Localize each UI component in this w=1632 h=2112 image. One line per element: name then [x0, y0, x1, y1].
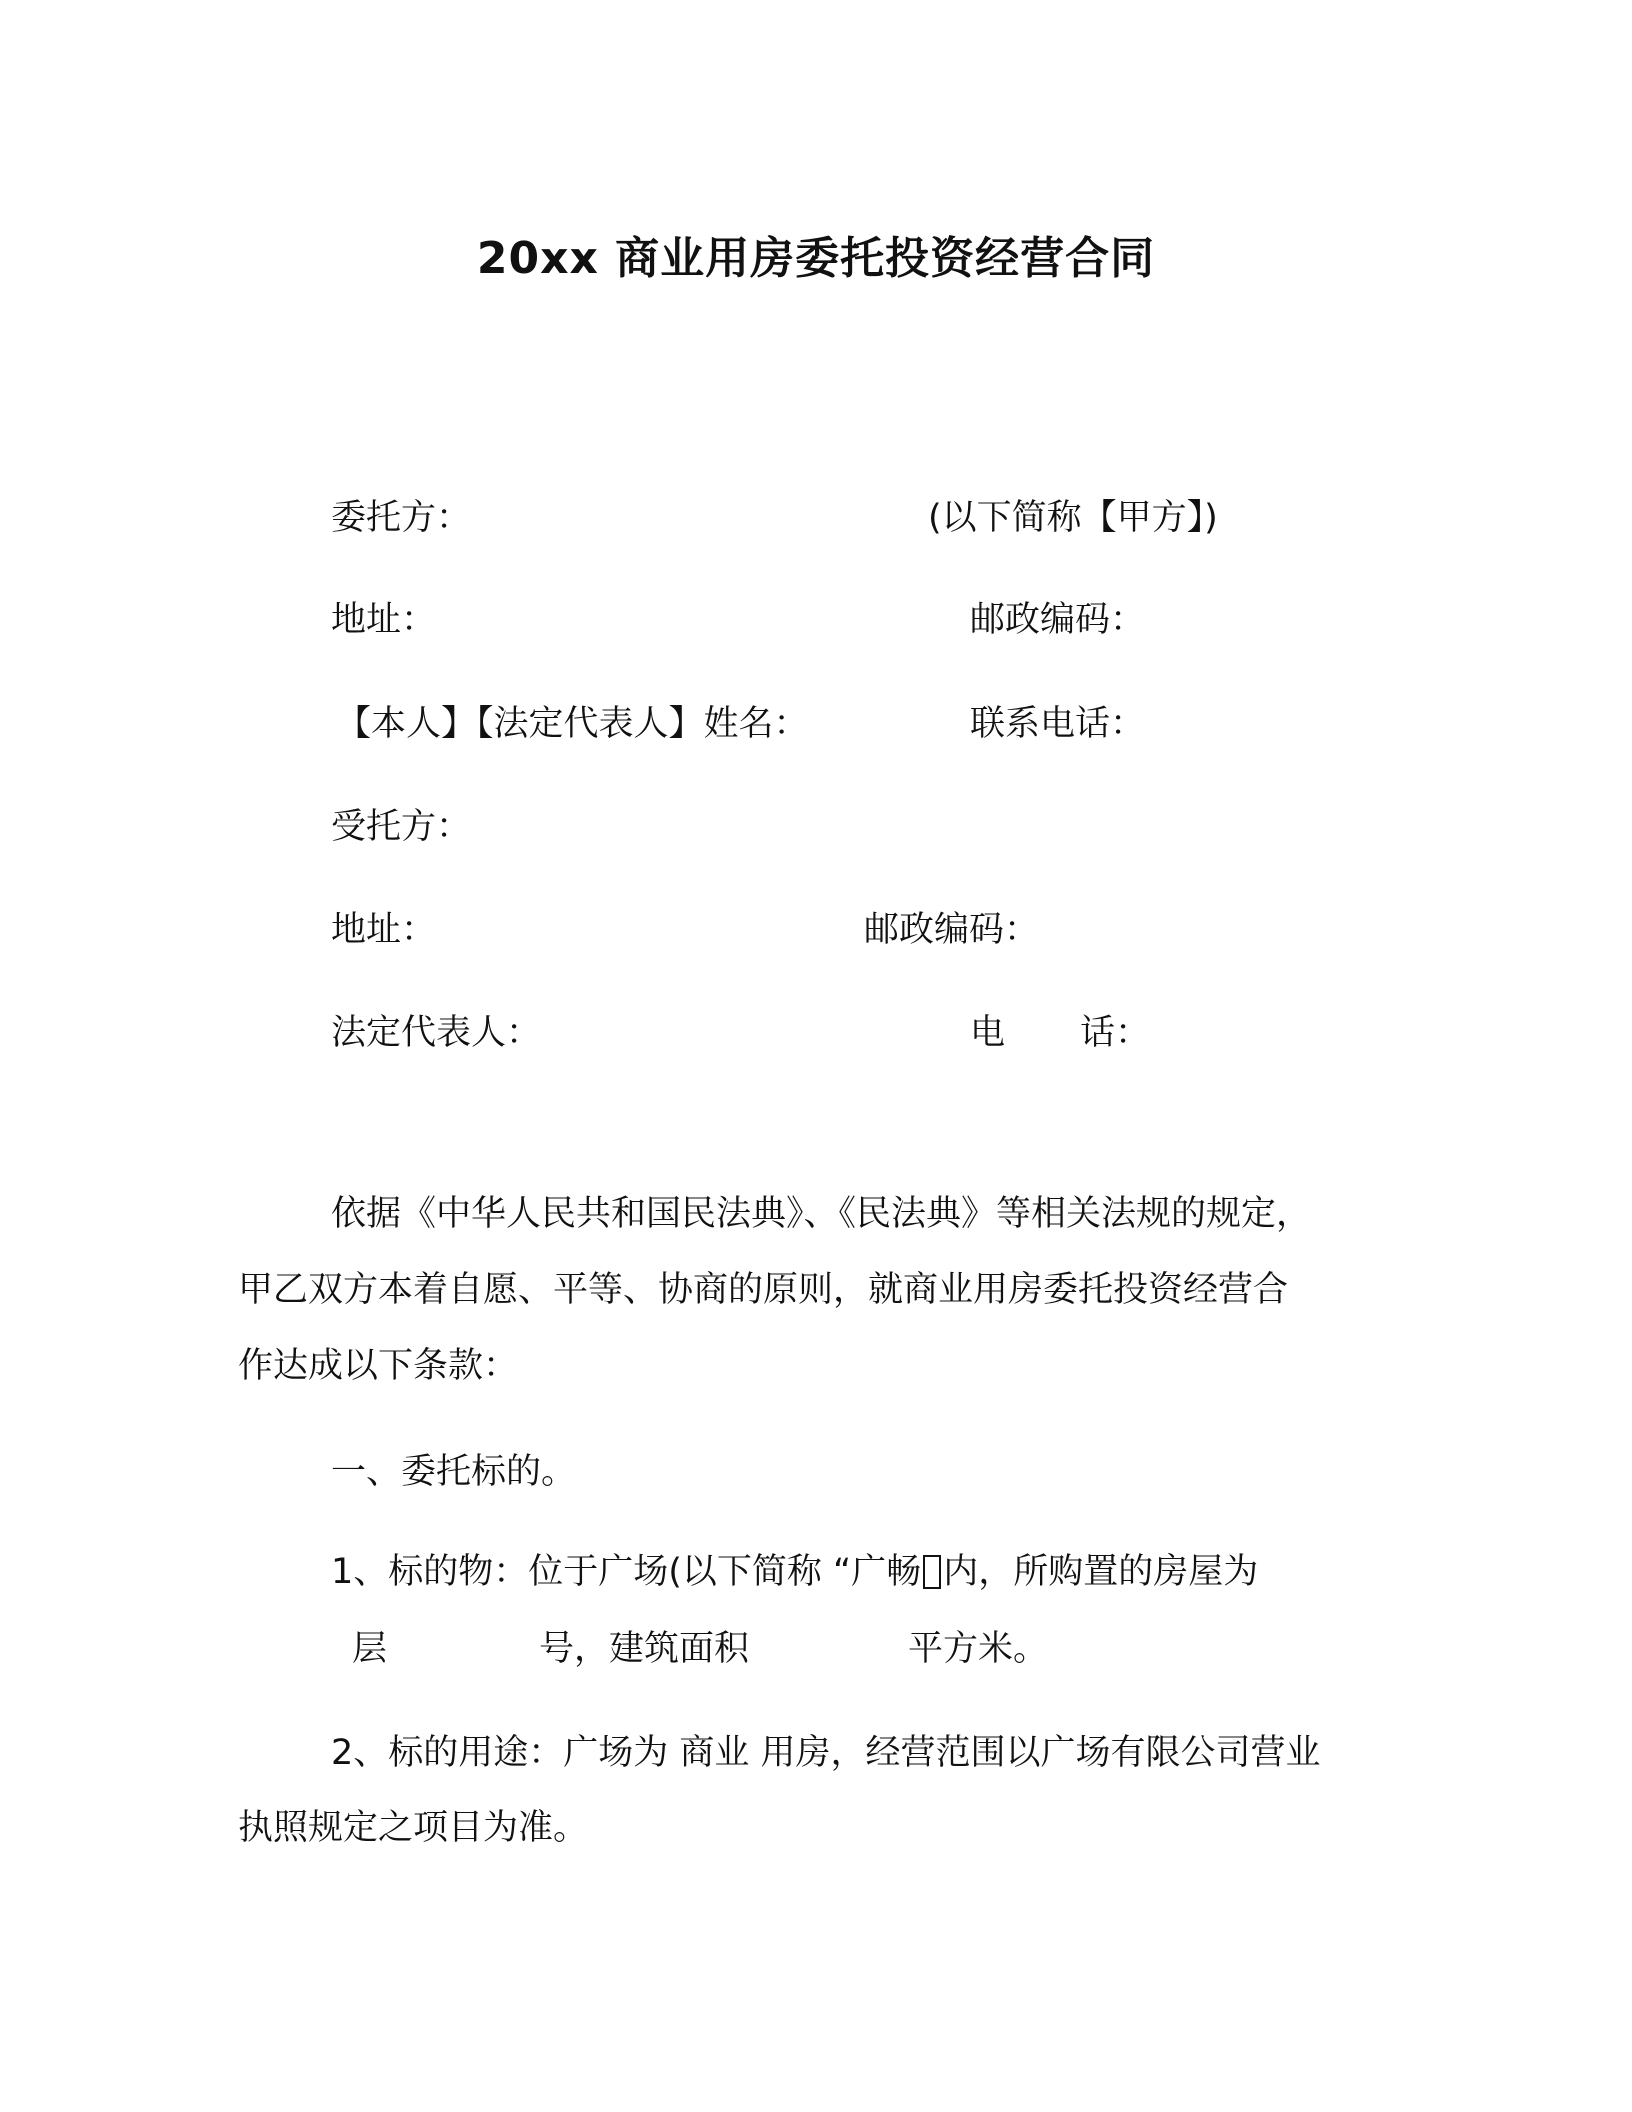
principal-postcode-label: 邮政编码：: [970, 600, 1146, 640]
item-1-line-1-tail: 内，所购置的房屋为: [943, 1552, 1259, 1592]
section-1-heading: 一、委托标的。: [331, 1452, 577, 1492]
item-1-area-label: 号，建筑面积: [539, 1629, 750, 1669]
document-title: 20xx 商业用房委托投资经营合同: [476, 233, 1156, 284]
item-1-line-1: [331, 1550, 1258, 1594]
item-1-floor-label: 层: [352, 1629, 388, 1669]
preamble-line-3: 作达成以下条款：: [238, 1346, 519, 1386]
principal-representative-label: 【本人】【法定代表人】姓名：: [336, 704, 809, 744]
principal-abbreviation-note: (以下简称【甲方】): [928, 498, 1218, 538]
agent-label: 受托方：: [331, 807, 472, 847]
item-2-line-2: 执照规定之项目为准。: [238, 1808, 589, 1848]
principal-label: 委托方：: [331, 498, 472, 538]
agent-phone-label-char2: 话：: [1080, 1013, 1151, 1053]
missing-glyph-box: [923, 1555, 941, 1589]
item-2-line-1: 2、标的用途：广场为 商业 用房，经营范围以广场有限公司营业: [331, 1733, 1321, 1773]
principal-phone-label: 联系电话：: [970, 704, 1146, 744]
principal-address-label: 地址：: [331, 600, 437, 640]
preamble-line-2: 甲乙双方本着自愿、平等、协商的原则，就商业用房委托投资经营合: [238, 1270, 1289, 1310]
preamble-line-1: 依据《中华人民共和国民法典》、《民法典》等相关法规的规定，: [331, 1194, 1312, 1234]
agent-postcode-label: 邮政编码：: [864, 910, 1040, 950]
item-1-sqm-label: 平方米。: [908, 1629, 1049, 1669]
item-1-line-1-text: 1、标的物：位于广场(以下简称 “广畅: [331, 1552, 922, 1592]
agent-address-label: 地址：: [331, 910, 437, 950]
agent-representative-label: 法定代表人：: [331, 1013, 542, 1053]
agent-phone-label-char1: 电: [970, 1013, 1006, 1053]
